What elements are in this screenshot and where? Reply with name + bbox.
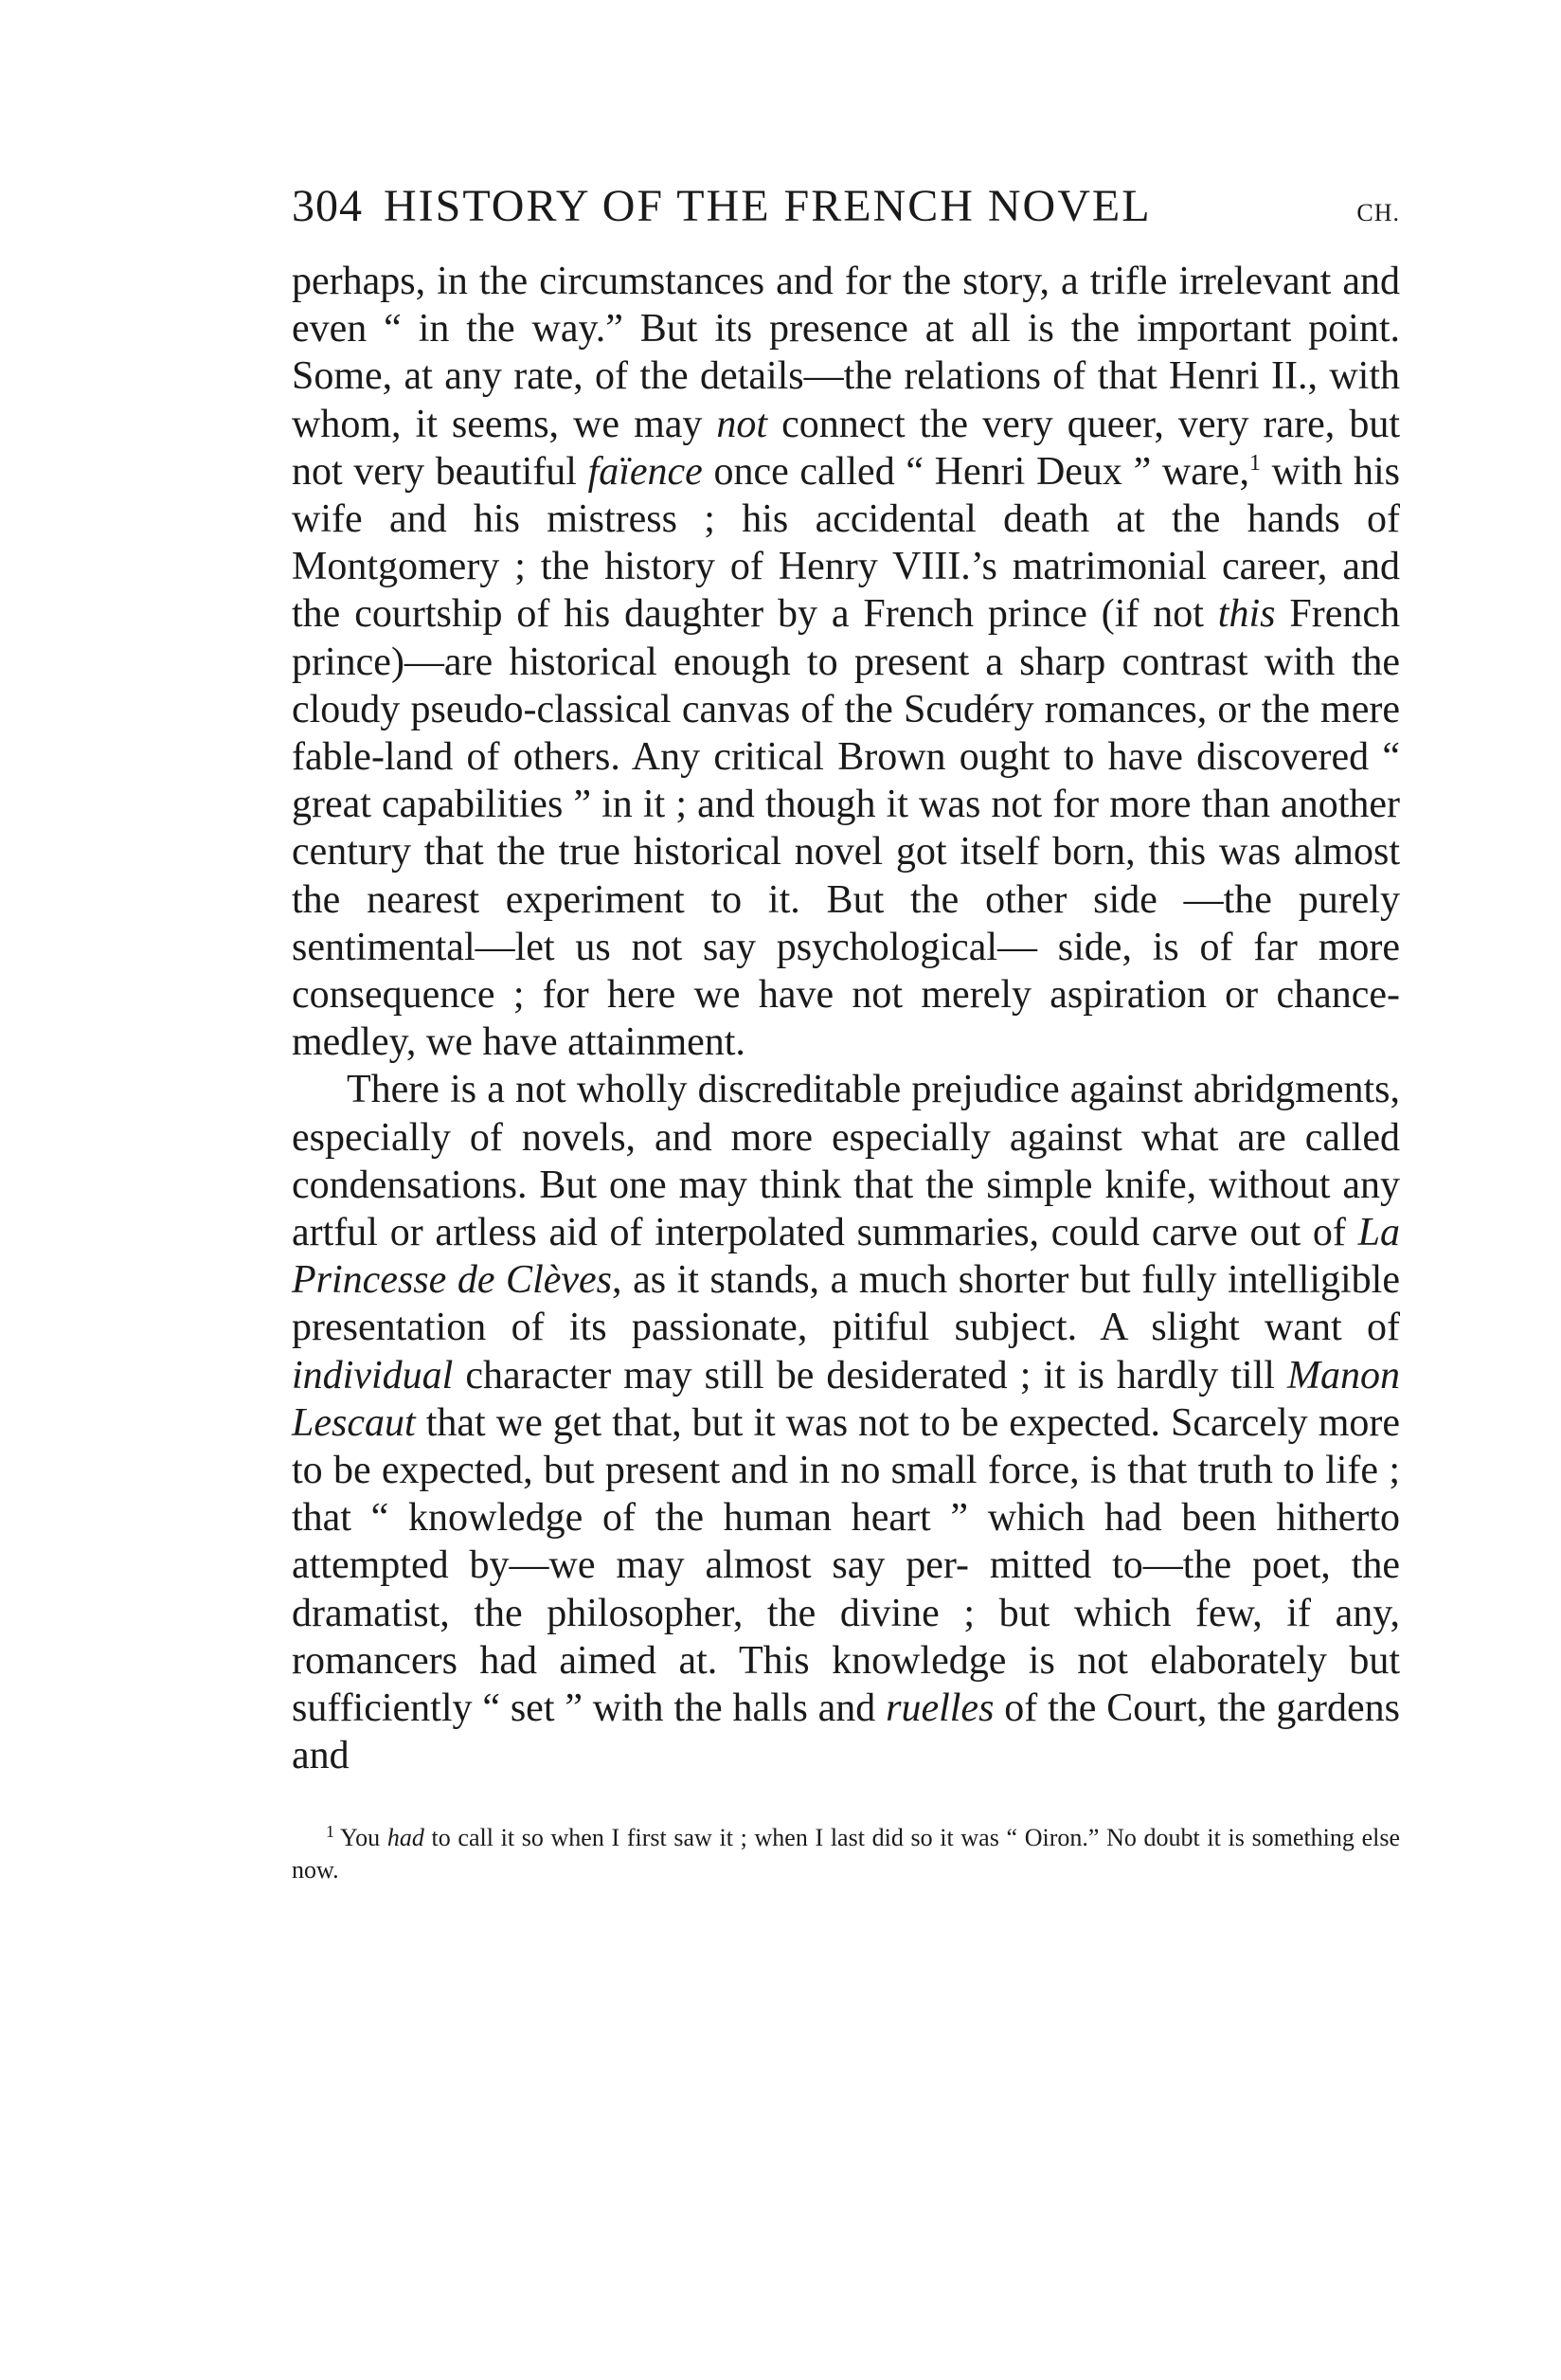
page-number: 304: [292, 181, 363, 231]
text-run: to call it so when I first saw it ; when I last did so it was “ Oiron.” No doubt it is something else now.: [292, 1823, 1400, 1884]
paragraph: [292, 1066, 1400, 1779]
text-run: There is a not wholly discreditable prejudice against abridgments, especially of novels, and more especially against what are called condensations. But one may think that the simple knife, without any artful or artless aid of interpolated summaries, could carve out of: [292, 1068, 1400, 1255]
text-run: of the Court, the gardens and: [292, 1686, 1401, 1778]
text-run: character may still be desiderated ; it is hardly till: [453, 1353, 1287, 1397]
text-run: once called “ Henri Deux ” ware,: [702, 449, 1249, 494]
italic-text: this: [1217, 592, 1276, 637]
italic-text: had: [386, 1823, 424, 1851]
footnote-reference: 1: [1249, 450, 1261, 476]
italic-text: individual: [292, 1353, 454, 1397]
paragraph: [292, 258, 1400, 1066]
running-head: [292, 180, 1400, 241]
text-run: perhaps, in the circumstances and for the story, a trifle irrelevant and even “ in the way.” But its presence at all is the important point. Some, at any rate, of the details—the relations of that Henri II., with whom, it seems, we may: [292, 260, 1400, 446]
italic-text: La Princesse de Clèves: [292, 1211, 1400, 1303]
footnotes: [292, 1822, 1400, 1886]
page: [292, 180, 1400, 1886]
footnote-mark: 1: [326, 1821, 334, 1841]
chapter-abbreviation: CH.: [1356, 199, 1400, 226]
italic-text: Manon Lescaut: [292, 1353, 1400, 1445]
text-run: that we get that, but it was not to be expected. Scarcely more to be expected, but present and in no small force, is that truth to life ; that “ knowledge of the human heart ” which had been hitherto attempted by—we may almost say per- mitted to—the poet, the dramatist, the philosopher, the divine ; but which few, if any, romancers had aimed at. This knowledge is not elaborately but sufficiently “ set ” with the halls and: [292, 1400, 1400, 1731]
italic-text: ruelles: [886, 1686, 995, 1731]
italic-text: not: [716, 402, 768, 446]
footnote: [292, 1822, 1400, 1886]
text-run: , as it stands, a much shorter but fully intelligible presentation of its passionate, pitiful subject. A slight want of: [292, 1258, 1400, 1350]
text-run: You: [340, 1823, 387, 1851]
text-run: connect the very queer, very rare, but not very beautiful: [292, 402, 1400, 494]
italic-text: faïence: [587, 449, 703, 494]
text-run: with his wife and his mistress ; his accidental death at the hands of Montgomery ; the history of Henry VIII.’s matrimonial career, and the courtship of his daughter by a French prince (if not: [292, 449, 1401, 637]
body-text: [292, 258, 1400, 1780]
running-title: HISTORY OF THE FRENCH NOVEL: [384, 181, 1152, 231]
text-run: French prince)—are historical enough to present a sharp contrast with the cloudy pseudo-classical canvas of the Scudéry romances, or the mere fable-land of others. Any critical Brown ought to have discovered “ great capabilities ” in it ; and though it was not for more than another century that the true historical novel got itself born, this was almost the nearest experiment to it. But the other side —the purely sentimental—let us not say psychological— side, is of far more consequence ; for here we have not merely aspiration or chance-medley, we have attainment.: [292, 592, 1400, 1065]
